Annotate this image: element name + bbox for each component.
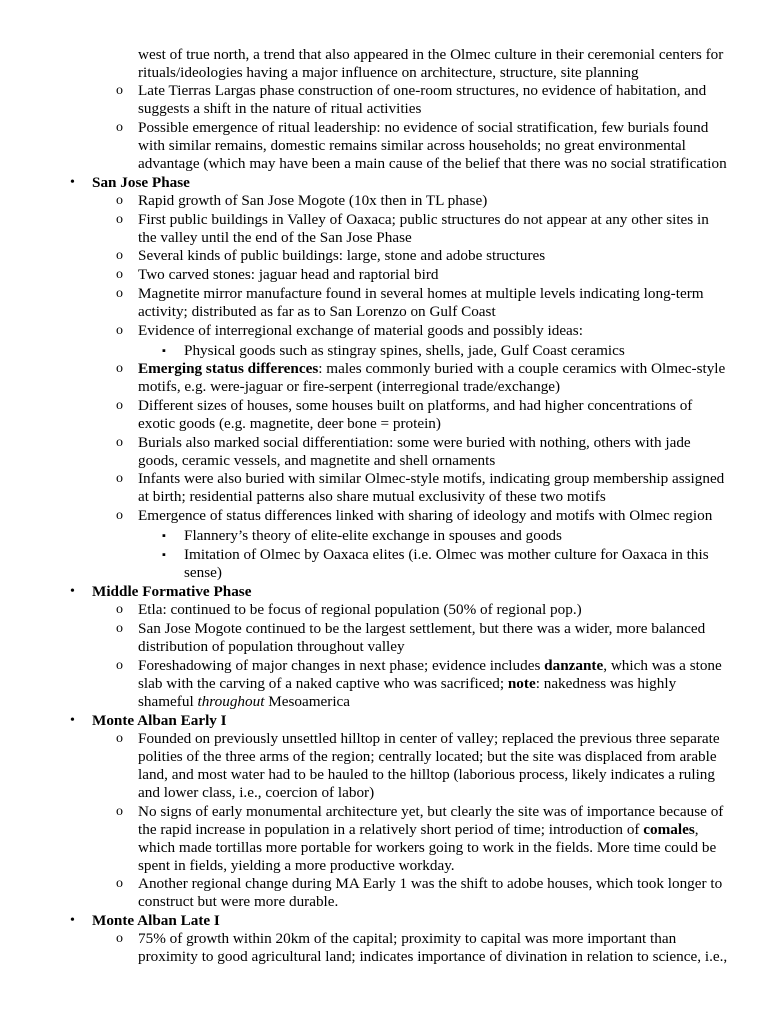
- text-line: goods, ceramic vessels, and magnetite and shell ornaments: [138, 452, 496, 469]
- text-line: [138, 360, 725, 378]
- square-bullet-icon: ▪: [162, 549, 166, 561]
- circle-bullet-icon: o: [116, 323, 123, 338]
- text-line: [138, 675, 676, 693]
- circle-bullet-icon: o: [116, 361, 123, 376]
- text-span: ,: [694, 821, 699, 838]
- text-line: No signs of early monumental architecture yet, but clearly the site was of importance because of: [138, 803, 724, 820]
- text-span: the rapid increase in population in a relatively short period of time; introduction of: [138, 821, 644, 838]
- text-line: San Jose Mogote continued to be the largest settlement, but there was a wider, more balanced: [138, 620, 706, 637]
- text-span: Foreshadowing of major changes in next phase; evidence includes: [138, 657, 545, 674]
- text-line: Infants were also buried with similar Olmec-style motifs, indicating group membership assigned: [138, 470, 725, 487]
- section-heading: Monte Alban Late I: [92, 912, 220, 929]
- circle-bullet-icon: o: [116, 120, 123, 135]
- italic-term: throughout: [197, 693, 265, 710]
- text-span: Mesoamerica: [264, 693, 351, 710]
- text-line: sense): [184, 564, 222, 581]
- section-heading: San Jose Phase: [92, 174, 190, 191]
- text-line: [138, 821, 699, 839]
- circle-bullet-icon: o: [116, 602, 123, 617]
- text-line: [138, 693, 350, 711]
- bold-term: note: [507, 675, 536, 692]
- text-line: with similar remains, domestic remains similar across households; no great environmental: [138, 137, 686, 154]
- circle-bullet-icon: o: [116, 621, 123, 636]
- text-span: shameful: [138, 693, 198, 710]
- circle-bullet-icon: o: [116, 83, 123, 98]
- circle-bullet-icon: o: [116, 804, 123, 819]
- text-span: : nakedness was highly: [535, 675, 677, 692]
- circle-bullet-icon: o: [116, 435, 123, 450]
- disc-bullet-icon: •: [70, 913, 75, 928]
- text-line: Another regional change during MA Early 1 was the shift to adobe houses, which took longer to: [138, 875, 723, 892]
- text-line: Two carved stones: jaguar head and raptorial bird: [138, 266, 439, 283]
- disc-bullet-icon: •: [70, 713, 75, 728]
- bold-term: comales: [643, 821, 695, 838]
- text-line: land, and most water had to be hauled to the hilltop (laborious process, likely indicates a ruling: [138, 766, 715, 783]
- text-line: construct but were more durable.: [138, 893, 339, 910]
- bold-term: Emerging status differences: [138, 360, 319, 377]
- circle-bullet-icon: o: [116, 508, 123, 523]
- text-line: proximity to good agricultural land; indicates importance of divination in relation to science, i.e.,: [138, 948, 728, 965]
- section-heading: Middle Formative Phase: [92, 583, 252, 600]
- text-line: Imitation of Olmec by Oaxaca elites (i.e. Olmec was mother culture for Oaxaca in this: [184, 546, 709, 563]
- circle-bullet-icon: o: [116, 212, 123, 227]
- text-line: Possible emergence of ritual leadership: no evidence of social stratification, few burials found: [138, 119, 709, 136]
- square-bullet-icon: ▪: [162, 530, 166, 542]
- text-line: Burials also marked social differentiation: some were buried with nothing, others with jade: [138, 434, 691, 451]
- text-line: polities of the three arms of the region; centrally located; but the site was displaced from arable: [138, 748, 717, 765]
- text-span: slab with the carving of a naked captive who was sacrificed;: [138, 675, 508, 692]
- circle-bullet-icon: o: [116, 931, 123, 946]
- text-line: distribution of population throughout valley: [138, 638, 405, 655]
- text-line: Etla: continued to be focus of regional population (50% of regional pop.): [138, 601, 582, 618]
- text-line: the valley until the end of the San Jose Phase: [138, 229, 412, 246]
- section-heading: Monte Alban Early I: [92, 712, 227, 729]
- square-bullet-icon: ▪: [162, 345, 166, 357]
- text-line: suggests a shift in the nature of ritual activities: [138, 100, 422, 117]
- text-line: motifs, e.g. were-jaguar or fire-serpent (interregional trade/exchange): [138, 378, 561, 395]
- circle-bullet-icon: o: [116, 267, 123, 282]
- text-line: rituals/ideologies having a major influence on architecture, structure, site planning: [138, 64, 639, 81]
- text-line: Emergence of status differences linked with sharing of ideology and motifs with Olmec region: [138, 507, 713, 524]
- circle-bullet-icon: o: [116, 398, 123, 413]
- circle-bullet-icon: o: [116, 658, 123, 673]
- text-line: activity; distributed as far as to San Lorenzo on Gulf Coast: [138, 303, 496, 320]
- text-line: Physical goods such as stingray spines, shells, jade, Gulf Coast ceramics: [184, 342, 625, 359]
- text-line: advantage (which may have been a main cause of the belief that there was no social stratification: [138, 155, 727, 172]
- bold-term: danzante: [544, 657, 604, 674]
- disc-bullet-icon: •: [70, 175, 75, 190]
- text-span: : males commonly buried with a couple ceramics with Olmec-style: [318, 360, 726, 377]
- text-line: Evidence of interregional exchange of material goods and possibly ideas:: [138, 322, 583, 339]
- text-line: First public buildings in Valley of Oaxaca; public structures do not appear at any other sites in: [138, 211, 709, 228]
- circle-bullet-icon: o: [116, 286, 123, 301]
- disc-bullet-icon: •: [70, 584, 75, 599]
- text-line: exotic goods (e.g. magnetite, deer bone = protein): [138, 415, 441, 432]
- circle-bullet-icon: o: [116, 248, 123, 263]
- text-line: Magnetite mirror manufacture found in several homes at multiple levels indicating long-term: [138, 285, 704, 302]
- text-line: 75% of growth within 20km of the capital; proximity to capital was more important than: [138, 930, 677, 947]
- text-line: Late Tierras Largas phase construction of one-room structures, no evidence of habitation, and: [138, 82, 707, 99]
- circle-bullet-icon: o: [116, 876, 123, 891]
- circle-bullet-icon: o: [116, 193, 123, 208]
- text-line: which made tortillas more portable for workers going to work in the fields. More time could be: [138, 839, 717, 856]
- text-line: Rapid growth of San Jose Mogote (10x then in TL phase): [138, 192, 488, 209]
- circle-bullet-icon: o: [116, 471, 123, 486]
- text-line: at birth; residential patterns also share mutual exclusivity of these two motifs: [138, 488, 606, 505]
- text-line: west of true north, a trend that also appeared in the Olmec culture in their ceremonial centers for: [138, 46, 724, 63]
- text-line: and lower class, i.e., coercion of labor): [138, 784, 375, 801]
- text-line: Different sizes of houses, some houses built on platforms, and had higher concentrations of: [138, 397, 693, 414]
- text-line: Founded on previously unsettled hilltop in center of valley; replaced the previous three separate: [138, 730, 720, 747]
- circle-bullet-icon: o: [116, 731, 123, 746]
- text-span: , which was a stone: [603, 657, 722, 674]
- text-line: spent in fields, yielding a more productive workday.: [138, 857, 455, 874]
- text-line: Several kinds of public buildings: large, stone and adobe structures: [138, 247, 546, 264]
- text-line: [138, 657, 722, 675]
- text-line: Flannery’s theory of elite-elite exchange in spouses and goods: [184, 527, 562, 544]
